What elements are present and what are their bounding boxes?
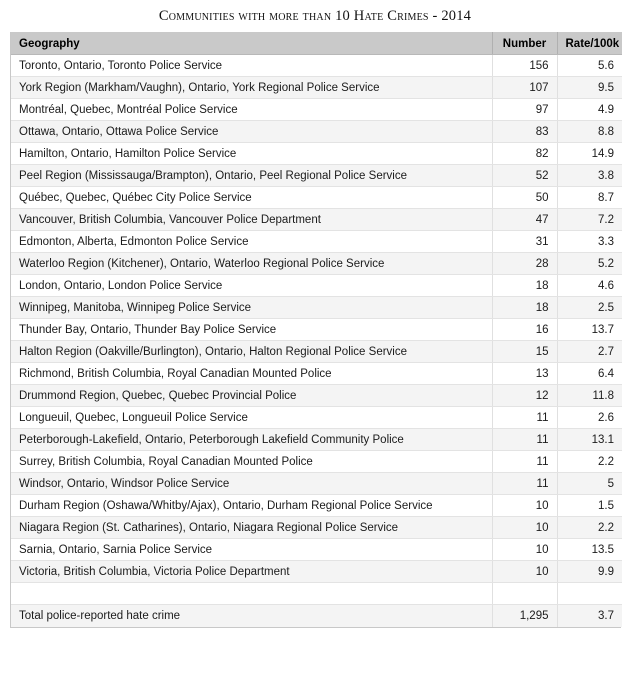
cell-rate: 2.7 [557, 341, 622, 363]
cell-rate: 4.9 [557, 99, 622, 121]
cell-number: 10 [492, 561, 557, 583]
cell-geography: Winnipeg, Manitoba, Winnipeg Police Service [11, 297, 492, 319]
table-spacer-row [11, 583, 622, 605]
cell-number: 1,295 [492, 605, 557, 627]
table-row [11, 451, 622, 473]
column-header-geography[interactable]: Geography [11, 33, 492, 55]
cell-geography: Waterloo Region (Kitchener), Ontario, Waterloo Regional Police Service [11, 253, 492, 275]
page-title: Communities with more than 10 Hate Crimes - 2014 [158, 8, 472, 24]
hate-crimes-table-container [10, 32, 621, 628]
cell-geography: Québec, Quebec, Québec City Police Service [11, 187, 492, 209]
cell-number: 15 [492, 341, 557, 363]
cell-number: 18 [492, 297, 557, 319]
cell-geography: Total police-reported hate crime [11, 605, 492, 627]
cell-geography: Halton Region (Oakville/Burlington), Ontario, Halton Regional Police Service [11, 341, 492, 363]
cell-rate: 4.6 [557, 275, 622, 297]
table-row [11, 121, 622, 143]
table-row [11, 231, 622, 253]
table-body [11, 55, 622, 627]
hate-crimes-table [11, 32, 622, 627]
cell-geography: Montréal, Quebec, Montréal Police Service [11, 99, 492, 121]
cell-geography [11, 583, 492, 605]
cell-geography: Toronto, Ontario, Toronto Police Service [11, 55, 492, 77]
table-row [11, 363, 622, 385]
cell-geography: Peterborough-Lakefield, Ontario, Peterborough Lakefield Community Police [11, 429, 492, 451]
cell-rate: 2.2 [557, 517, 622, 539]
cell-rate: 8.7 [557, 187, 622, 209]
cell-rate: 6.4 [557, 363, 622, 385]
cell-geography: Peel Region (Mississauga/Brampton), Ontario, Peel Regional Police Service [11, 165, 492, 187]
table-row [11, 275, 622, 297]
cell-geography: York Region (Markham/Vaughn), Ontario, York Regional Police Service [11, 77, 492, 99]
cell-number: 31 [492, 231, 557, 253]
cell-rate: 14.9 [557, 143, 622, 165]
table-row [11, 77, 622, 99]
cell-rate: 7.2 [557, 209, 622, 231]
cell-rate: 3.8 [557, 165, 622, 187]
table-row [11, 297, 622, 319]
cell-geography: Durham Region (Oshawa/Whitby/Ajax), Ontario, Durham Regional Police Service [11, 495, 492, 517]
cell-number: 47 [492, 209, 557, 231]
table-row [11, 187, 622, 209]
cell-number: 97 [492, 99, 557, 121]
cell-rate: 13.7 [557, 319, 622, 341]
cell-number: 28 [492, 253, 557, 275]
cell-rate: 5.2 [557, 253, 622, 275]
cell-geography: Niagara Region (St. Catharines), Ontario, Niagara Regional Police Service [11, 517, 492, 539]
table-row [11, 385, 622, 407]
cell-number: 11 [492, 407, 557, 429]
cell-rate: 3.3 [557, 231, 622, 253]
cell-geography: Richmond, British Columbia, Royal Canadian Mounted Police [11, 363, 492, 385]
cell-number: 82 [492, 143, 557, 165]
cell-number: 11 [492, 451, 557, 473]
table-row [11, 165, 622, 187]
table-header [11, 33, 622, 55]
table-row [11, 143, 622, 165]
cell-number: 16 [492, 319, 557, 341]
table-row [11, 341, 622, 363]
cell-rate: 11.8 [557, 385, 622, 407]
cell-geography: Vancouver, British Columbia, Vancouver Police Department [11, 209, 492, 231]
cell-number: 10 [492, 517, 557, 539]
cell-rate: 2.2 [557, 451, 622, 473]
cell-geography: Hamilton, Ontario, Hamilton Police Service [11, 143, 492, 165]
cell-number: 18 [492, 275, 557, 297]
table-row [11, 319, 622, 341]
cell-number: 13 [492, 363, 557, 385]
column-header-rate[interactable]: Rate/100k [557, 33, 622, 55]
cell-geography: Drummond Region, Quebec, Quebec Provincial Police [11, 385, 492, 407]
column-header-number[interactable]: Number [492, 33, 557, 55]
cell-number: 107 [492, 77, 557, 99]
table-row [11, 55, 622, 77]
cell-geography: Victoria, British Columbia, Victoria Police Department [11, 561, 492, 583]
cell-rate: 3.7 [557, 605, 622, 627]
cell-rate: 8.8 [557, 121, 622, 143]
cell-geography: Edmonton, Alberta, Edmonton Police Service [11, 231, 492, 253]
table-row [11, 99, 622, 121]
cell-number: 10 [492, 495, 557, 517]
table-row [11, 495, 622, 517]
cell-rate: 1.5 [557, 495, 622, 517]
table-row [11, 407, 622, 429]
cell-geography: Surrey, British Columbia, Royal Canadian Mounted Police [11, 451, 492, 473]
table-row [11, 209, 622, 231]
cell-geography: Sarnia, Ontario, Sarnia Police Service [11, 539, 492, 561]
table-row [11, 429, 622, 451]
table-row [11, 539, 622, 561]
cell-rate: 9.5 [557, 77, 622, 99]
cell-rate: 13.1 [557, 429, 622, 451]
cell-rate: 2.5 [557, 297, 622, 319]
cell-number: 83 [492, 121, 557, 143]
cell-geography: Longueuil, Quebec, Longueuil Police Service [11, 407, 492, 429]
cell-number: 52 [492, 165, 557, 187]
cell-number: 156 [492, 55, 557, 77]
table-row [11, 561, 622, 583]
cell-geography: London, Ontario, London Police Service [11, 275, 492, 297]
cell-rate: 9.9 [557, 561, 622, 583]
cell-number: 10 [492, 539, 557, 561]
cell-geography: Thunder Bay, Ontario, Thunder Bay Police Service [11, 319, 492, 341]
cell-rate: 13.5 [557, 539, 622, 561]
cell-rate: 5.6 [557, 55, 622, 77]
table-total-row [11, 605, 622, 627]
cell-number: 11 [492, 473, 557, 495]
table-row [11, 253, 622, 275]
cell-rate [557, 583, 622, 605]
cell-geography: Windsor, Ontario, Windsor Police Service [11, 473, 492, 495]
table-header-row [11, 33, 622, 55]
cell-rate: 5 [557, 473, 622, 495]
table-row [11, 517, 622, 539]
cell-number: 50 [492, 187, 557, 209]
cell-geography: Ottawa, Ontario, Ottawa Police Service [11, 121, 492, 143]
cell-rate: 2.6 [557, 407, 622, 429]
cell-number: 11 [492, 429, 557, 451]
table-row [11, 473, 622, 495]
cell-number: 12 [492, 385, 557, 407]
cell-number [492, 583, 557, 605]
